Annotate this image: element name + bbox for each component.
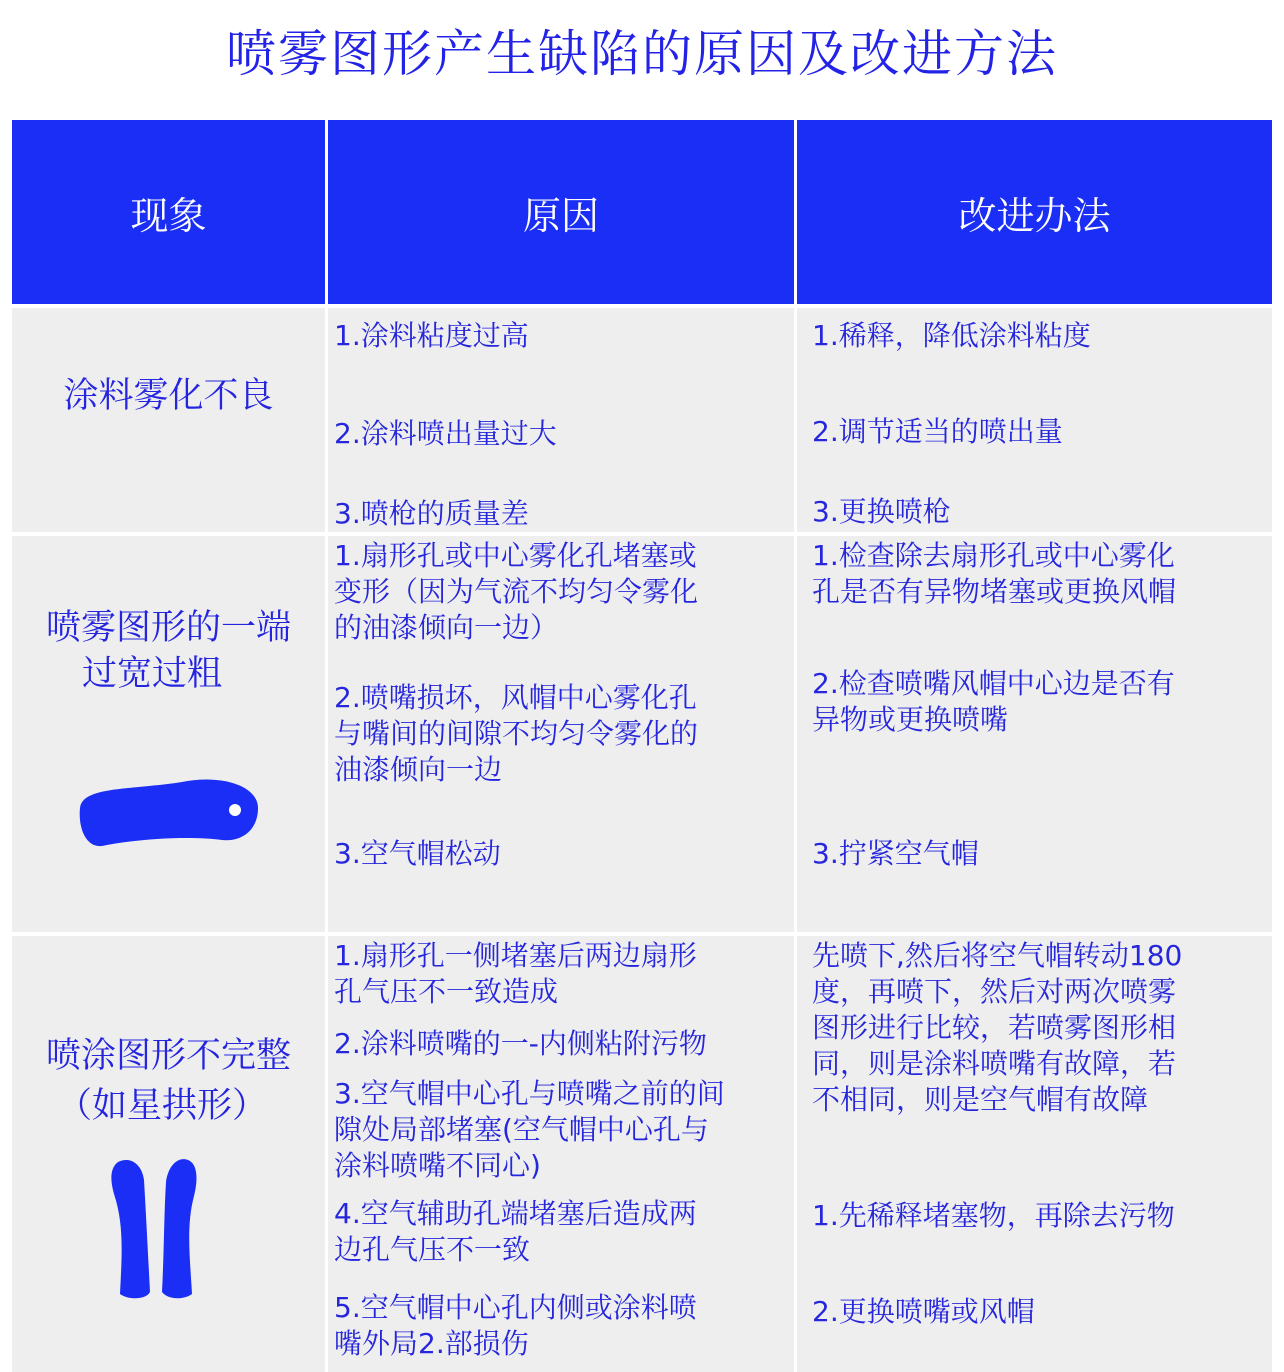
phenomenon-line: 喷雾图形的一端 (45, 608, 291, 648)
cause-item: 1.扇形孔或中心雾化孔堵塞或 变形（因为气流不均匀令雾化 的油漆倾向一边） (334, 539, 699, 644)
cause-item: 5.空气帽中心孔内侧或涂料喷 嘴外局2.部损伤 (334, 1291, 697, 1360)
cause-item: 2.涂料喷嘴的一-内侧粘附污物 (334, 1027, 707, 1060)
phenomenon-line: 涂料雾化不良 (63, 376, 274, 416)
remedy-item: 3.拧紧空气帽 (812, 837, 979, 870)
remedy-item: 3.更换喷枪 (812, 495, 951, 528)
phenomenon-line: 喷涂图形不完整 (45, 1036, 291, 1076)
remedy-item: 1.先稀释堵塞物，再除去污物 (812, 1199, 1175, 1232)
wide-end-spray-pattern-icon (72, 768, 262, 848)
row-divider (12, 532, 1272, 536)
header-cause: 原因 (328, 120, 794, 304)
table-row (12, 308, 1272, 534)
cause-item: 3.空气帽中心孔与喷嘴之前的间 隙处局部堵塞(空气帽中心孔与 涂料喷嘴不同心) (334, 1077, 725, 1182)
cause-item: 2.喷嘴损坏，风帽中心雾化孔 与嘴间的间隙不均匀令雾化的 油漆倾向一边 (334, 681, 699, 786)
remedy-item: 1.检查除去扇形孔或中心雾化 孔是否有异物堵塞或更换风帽 (812, 539, 1177, 608)
phenomenon-line: 过宽过粗 (81, 654, 222, 694)
header-remedy: 改进办法 (797, 120, 1272, 304)
row-divider (12, 304, 1272, 308)
cause-item: 3.空气帽松动 (334, 837, 501, 870)
table-row (12, 534, 1272, 934)
remedy-item: 2.检查喷嘴风帽中心边是否有 异物或更换喷嘴 (812, 667, 1175, 736)
cause-item: 1.涂料粘度过高 (334, 319, 529, 352)
cause-item: 3.喷枪的质量差 (334, 497, 529, 530)
header-phenomenon: 现象 (12, 120, 325, 304)
remedy-item: 2.更换喷嘴或风帽 (812, 1295, 1035, 1328)
remedy-item: 2.调节适当的喷出量 (812, 415, 1063, 448)
split-spray-pattern-icon (106, 1154, 206, 1304)
defect-table (12, 120, 1272, 1372)
cause-item: 1.扇形孔一侧堵塞后两边扇形 孔气压不一致造成 (334, 939, 697, 1008)
cause-item: 4.空气辅助孔端堵塞后造成两 边孔气压不一致 (334, 1197, 697, 1266)
remedy-item: 1.稀释，降低涂料粘度 (812, 319, 1091, 352)
row-divider (12, 932, 1272, 936)
remedy-item: 先喷下,然后将空气帽转动180 度，再喷下，然后对两次喷雾 图形进行比较，若喷雾图形相 同，则是涂料喷嘴有故障，若 不相同，则是空气帽有故障 (812, 939, 1183, 1116)
phenomenon-line: （如星拱形） (56, 1086, 267, 1126)
cause-item: 2.涂料喷出量过大 (334, 417, 557, 450)
table-row (12, 934, 1272, 1372)
page-title: 喷雾图形产生缺陷的原因及改进方法 (226, 25, 1058, 83)
